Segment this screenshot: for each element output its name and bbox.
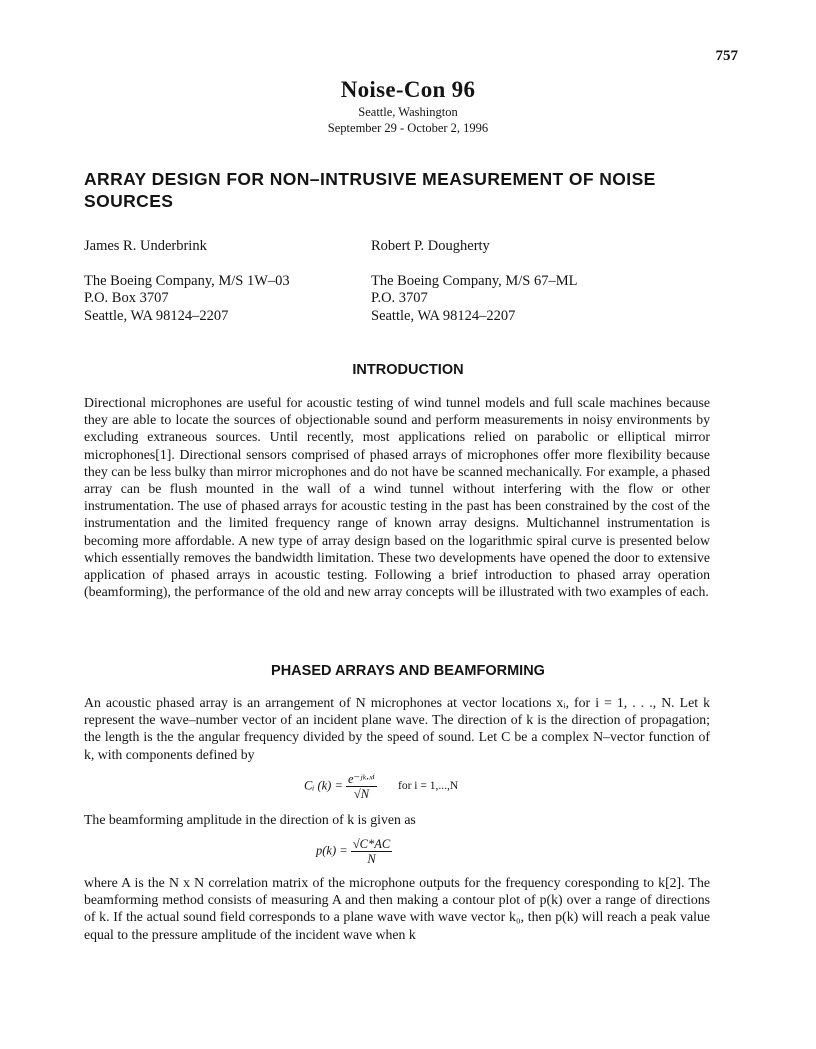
- author-name: James R. Underbrink: [84, 238, 207, 254]
- equation-condition: for i = 1,...,N: [398, 780, 459, 793]
- conference-header: [0, 76, 816, 136]
- equation-beamforming: [316, 837, 392, 866]
- conference-location: Seattle, Washington: [358, 105, 458, 119]
- equation-lhs: Cᵢ (k) =: [304, 778, 343, 793]
- page-number: 757: [715, 48, 738, 64]
- phased-arrays-paragraph-1: An acoustic phased array is an arrangement of N microphones at vector locations xᵢ, for i = 1, . . ., N. Let k represent the wave–number vector of an incident plane wave. The direction of k is the direction of propagation; the length is the the angular frequency divided by the speed of sound. Let C be a complex N–vector function of k, with components defined by: [84, 695, 710, 762]
- phased-arrays-paragraph-2: The beamforming amplitude in the direction of k is given as: [84, 812, 416, 827]
- author-affiliation: The Boeing Company, M/S 1W–03: [84, 272, 290, 289]
- author-block-2: [371, 238, 671, 325]
- equation-lhs: p(k) =: [316, 843, 348, 858]
- author-name: Robert P. Dougherty: [371, 238, 490, 254]
- equation-denominator: N: [367, 852, 376, 866]
- author-block-1: [84, 238, 354, 325]
- introduction-heading: INTRODUCTION: [352, 362, 464, 378]
- author-address: P.O. Box 3707: [84, 290, 169, 306]
- phased-arrays-heading: PHASED ARRAYS AND BEAMFORMING: [271, 663, 545, 679]
- equation-steering-vector: [304, 772, 458, 801]
- equation-fraction: [346, 772, 377, 801]
- conference-name: Noise-Con 96: [340, 77, 476, 102]
- author-affiliation: The Boeing Company, M/S 67–ML: [371, 272, 578, 289]
- equation-numerator: e⁻ʲᵏ·ˣⁱ: [348, 772, 375, 786]
- phased-arrays-paragraph-3: where A is the N x N correlation matrix of the microphone outputs for the frequency coresponding to k[2]. The beamforming method consists of measuring A and then making a contour plot of p(k) over a range of directions of k. If the actual sound field corresponds to a plane wave with wave vector k₀, then p(k) will reach a peak value equal to the pressure amplitude of the incident wave when k: [84, 875, 710, 942]
- paper-title: ARRAY DESIGN FOR NON–INTRUSIVE MEASUREMENT OF NOISE SOURCES: [84, 169, 656, 211]
- equation-fraction: [351, 837, 392, 866]
- equation-denominator: √N: [353, 787, 370, 801]
- conference-dates: September 29 - October 2, 1996: [327, 121, 489, 135]
- author-city: Seattle, WA 98124–2207: [371, 307, 516, 324]
- author-city: Seattle, WA 98124–2207: [84, 307, 229, 324]
- author-address: P.O. 3707: [371, 290, 428, 306]
- equation-numerator: √C*AC: [352, 837, 391, 851]
- introduction-paragraph: Directional microphones are useful for acoustic testing of wind tunnel models and full scale machines because they are able to locate the sources of objectionable sound and perform measurements in noisy environments by excluding extraneous sources. Until recently, most applications relied on parabolic or elliptical mirror microphones[1]. Directional sensors comprised of phased arrays of microphones offer more flexibility because they can be less bulky than mirror microphones and do not have be scanned mechanically. For example, a phased array can be flush mounted in the wall of a wind tunnel without interfering with the flow or other instrumentation. The use of phased arrays for acoustic testing in the past has been constrained by the cost of the instrumentation and the limited frequency range of known array designs. Multichannel instrumentation is becoming more affordable. A new type of array design based on the logarithmic spiral curve is presented below which essentially removes the bandwidth limitation. These two developments have opened the door to extensive application of phased arrays in acoustic testing. Following a brief introduction to phased array operation (beamforming), the performance of the old and new array concepts will be illustrated with two examples of each.: [84, 395, 710, 600]
